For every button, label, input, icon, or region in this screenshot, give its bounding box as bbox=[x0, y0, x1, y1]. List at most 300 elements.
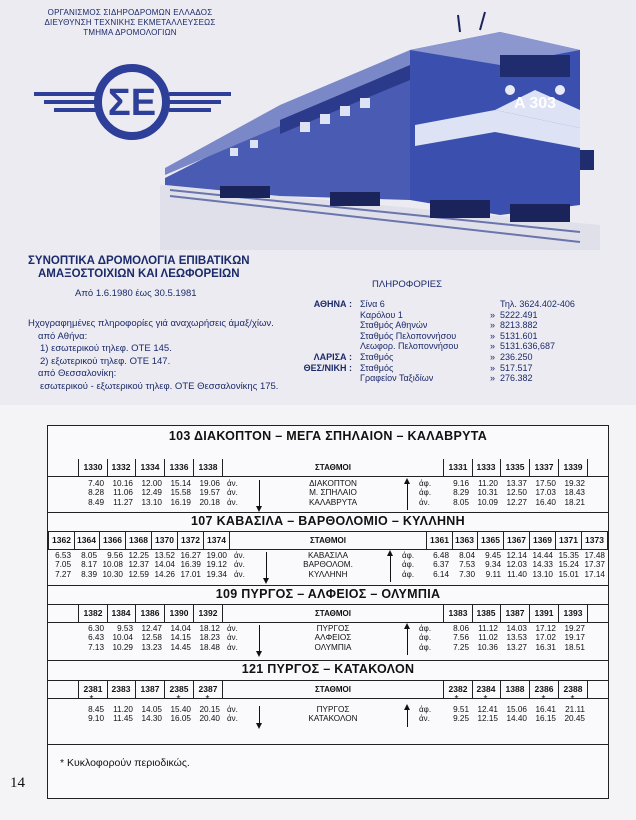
time-value: 13.52 bbox=[154, 551, 175, 560]
train-number: 1382 bbox=[78, 605, 108, 622]
station-names bbox=[265, 705, 401, 724]
time-value: 20.15 bbox=[199, 705, 220, 714]
time-value: 10.09 bbox=[477, 497, 498, 507]
station-name: ΑΛΦΕΙΟΣ bbox=[314, 633, 352, 643]
down-arrow-icon bbox=[259, 706, 260, 725]
time-value: 16.27 bbox=[180, 551, 201, 560]
time-value: 16.15 bbox=[535, 714, 556, 724]
departure-times bbox=[194, 705, 220, 724]
time-value: 16.40 bbox=[535, 497, 556, 507]
time-value: 9.10 bbox=[88, 714, 104, 724]
time-value: 13.23 bbox=[141, 642, 162, 652]
time-value: 11.45 bbox=[113, 714, 133, 724]
train-number: 1392 bbox=[194, 605, 223, 622]
time-value: 19.32 bbox=[564, 479, 585, 488]
time-value: 18.21 bbox=[564, 497, 585, 507]
train-number: 2387 bbox=[194, 681, 223, 698]
timetable-table bbox=[47, 425, 609, 799]
train-number: 1362 bbox=[48, 532, 75, 549]
info-row bbox=[290, 310, 580, 321]
periodic-star-icon: * bbox=[570, 694, 575, 705]
time-value: 14.44 bbox=[532, 551, 553, 560]
time-value: 17.14 bbox=[584, 569, 605, 579]
train-number: 1334 bbox=[136, 459, 165, 476]
time-value: 10.08 bbox=[102, 560, 123, 570]
info-phone: 5222.491 bbox=[500, 309, 538, 320]
time-value: 8.06 bbox=[453, 624, 469, 633]
departure-times bbox=[165, 479, 191, 507]
time-value: 11.02 bbox=[478, 633, 498, 643]
time-value: 6.30 bbox=[88, 624, 104, 633]
train-number: 1366 bbox=[100, 532, 126, 549]
stations-header: ΣΤΑΘΜΟΙ bbox=[315, 685, 351, 694]
time-value: 16.31 bbox=[535, 642, 556, 652]
time-value: 11.12 bbox=[478, 624, 498, 633]
station-name: ΒΑΡΘΟΛΟΜ. bbox=[303, 560, 353, 570]
time-value: 8.04 bbox=[459, 551, 475, 560]
time-value: 19.27 bbox=[564, 624, 585, 633]
info-row bbox=[290, 352, 580, 363]
train-number: 1370 bbox=[152, 532, 178, 549]
info-phone: 276.382 bbox=[500, 373, 533, 384]
arrival-times bbox=[443, 705, 469, 724]
section-title: 121 ΠΥΡΓΟΣ – ΚΑΤΑΚΟΛΟΝ bbox=[241, 662, 415, 676]
mark: άν. bbox=[227, 714, 238, 724]
departure-times bbox=[78, 705, 104, 724]
time-value: 15.24 bbox=[558, 560, 579, 570]
arrival-times bbox=[472, 705, 498, 724]
train-number: 1372 bbox=[178, 532, 204, 549]
time-value: 12.14 bbox=[506, 551, 527, 560]
info-city bbox=[290, 373, 360, 384]
periodic-star-icon: * bbox=[541, 694, 546, 705]
locomotive-number: A 303 bbox=[513, 95, 557, 112]
info-heading: ΠΛΗΡΟΦΟΡΙΕΣ bbox=[372, 279, 442, 290]
train-number: 1333 bbox=[472, 459, 501, 476]
mark: άν. bbox=[234, 569, 245, 579]
train-number: 1393 bbox=[559, 605, 588, 622]
mark: άφ. bbox=[402, 560, 415, 570]
arrival-times bbox=[472, 479, 498, 507]
train-number: 1361 bbox=[426, 532, 453, 549]
recorded-info-notes: Ηχογραφημένες πληροφορίες γιά αναχωρήσεις άμαξ/χίων. από Αθήνα: 1) εσωτερικού τηλεφ. ΟΤΕ 145. 2) εξωτερικού τηλεφ. ΟΤΕ 147. από Θεσσαλονίκη: εσωτερικού - εξωτερικού τηλεφ. ΟΤΕ Θεσσαλονίκης 175. bbox=[28, 318, 279, 392]
train-number: 1391 bbox=[530, 605, 559, 622]
time-value: 14.04 bbox=[154, 560, 175, 570]
arrival-times bbox=[443, 624, 469, 652]
time-value: 8.28 bbox=[88, 488, 104, 498]
arrival-times bbox=[501, 479, 527, 507]
info-phone: 5131.601 bbox=[500, 330, 538, 341]
time-value: 6.48 bbox=[433, 551, 449, 560]
periodic-star-icon: * bbox=[89, 694, 94, 705]
time-value: 16.05 bbox=[170, 714, 191, 724]
time-value: 17.01 bbox=[180, 569, 201, 579]
train-number: 1368 bbox=[126, 532, 152, 549]
arrival-times bbox=[443, 479, 469, 507]
info-city bbox=[290, 310, 360, 321]
time-value: 7.25 bbox=[453, 642, 469, 652]
locomotive-image bbox=[160, 10, 600, 250]
time-value: 11.27 bbox=[113, 497, 133, 507]
section-divider bbox=[48, 585, 608, 586]
section-divider bbox=[48, 512, 608, 513]
time-value: 9.16 bbox=[453, 479, 469, 488]
direction-marks bbox=[227, 705, 238, 724]
mark: άν. bbox=[227, 633, 238, 643]
mark: άφ. bbox=[419, 642, 432, 652]
time-value: 10.16 bbox=[112, 479, 133, 488]
departure-times bbox=[107, 624, 133, 652]
time-value: 18.51 bbox=[564, 642, 585, 652]
info-row bbox=[290, 299, 580, 310]
train-number: 1390 bbox=[165, 605, 194, 622]
time-value: 19.00 bbox=[206, 551, 227, 560]
info-row bbox=[290, 320, 580, 331]
departure-times bbox=[178, 551, 201, 579]
time-value: 12.25 bbox=[128, 551, 149, 560]
station-name: ΠΥΡΓΟΣ bbox=[316, 705, 350, 714]
time-value: 12.41 bbox=[477, 705, 498, 714]
arrival-times bbox=[530, 551, 553, 579]
mark: άν. bbox=[234, 551, 245, 560]
train-number: 2384 bbox=[472, 681, 501, 698]
train-number-row bbox=[48, 680, 608, 705]
info-place: Σταθμός Αθηνών bbox=[360, 320, 428, 331]
time-value: 8.39 bbox=[81, 569, 97, 579]
info-city: ΛΑΡΙΣΑ : bbox=[313, 351, 352, 362]
mark: άν. bbox=[234, 560, 245, 570]
info-row bbox=[290, 341, 580, 352]
info-place: Καρόλου 1 bbox=[360, 309, 403, 320]
time-value: 20.18 bbox=[199, 497, 220, 507]
train-number: 1369 bbox=[530, 532, 556, 549]
time-value: 6.37 bbox=[433, 560, 449, 570]
departure-times bbox=[136, 705, 162, 724]
time-value: 11.20 bbox=[478, 479, 498, 488]
info-place: Γραφείον Ταξιδίων bbox=[360, 373, 434, 384]
info-sep: » bbox=[490, 341, 496, 352]
mark: άν. bbox=[227, 642, 238, 652]
info-sep: » bbox=[490, 309, 496, 320]
info-sep: » bbox=[490, 373, 496, 384]
info-city bbox=[290, 331, 360, 342]
departure-times bbox=[48, 551, 71, 579]
train-number: 1339 bbox=[559, 459, 588, 476]
stations-header: ΣΤΑΘΜΟΙ bbox=[310, 536, 346, 545]
time-value: 14.33 bbox=[532, 560, 553, 570]
time-value: 17.12 bbox=[535, 624, 556, 633]
time-value: 14.04 bbox=[170, 624, 191, 633]
train-number: 1336 bbox=[165, 459, 194, 476]
train-number-row bbox=[48, 531, 608, 550]
info-place: Σταθμός bbox=[360, 351, 394, 362]
time-value: 7.27 bbox=[55, 569, 71, 579]
mark: άν. bbox=[419, 714, 430, 724]
station-names bbox=[272, 551, 384, 579]
train-number: 1385 bbox=[472, 605, 501, 622]
time-value: 15.06 bbox=[506, 705, 527, 714]
time-value: 15.40 bbox=[170, 705, 191, 714]
time-value: 7.13 bbox=[88, 642, 104, 652]
mark: άφ. bbox=[419, 479, 432, 488]
arrival-times bbox=[559, 705, 585, 724]
info-place: Σίνα 6 bbox=[360, 299, 385, 309]
train-number: 2381 bbox=[78, 681, 108, 698]
arrival-times bbox=[530, 705, 556, 724]
time-value: 12.47 bbox=[141, 624, 162, 633]
up-arrow-icon bbox=[407, 627, 408, 655]
arrival-times bbox=[501, 624, 527, 652]
mark: άν. bbox=[227, 624, 238, 633]
train-number: 1335 bbox=[501, 459, 530, 476]
time-value: 19.57 bbox=[199, 488, 220, 498]
time-value: 8.17 bbox=[81, 560, 97, 570]
info-city bbox=[290, 341, 360, 352]
mark: άν. bbox=[227, 497, 238, 507]
footnote-divider bbox=[48, 744, 608, 745]
departure-times bbox=[136, 624, 162, 652]
info-place: Λεωφορ. Πελοποννήσου bbox=[360, 341, 459, 352]
organization-header: ΟΡΓΑΝΙΣΜΟΣ ΣΙΔΗΡΟΔΡΟΜΩΝ ΕΛΛΑΔΟΣ ΔΙΕΥΘΥΝΣΗ ΤΕΧΝΙΚΗΣ ΕΚΜΕΤΑΛΛΕΥΣΕΩΣ ΤΜΗΜΑ ΔΡΟΜΟΛΟΓΙΩΝ bbox=[44, 8, 216, 37]
time-value: 20.40 bbox=[199, 714, 220, 724]
train-number: 1384 bbox=[107, 605, 136, 622]
departure-times bbox=[194, 624, 220, 652]
mark: άφ. bbox=[419, 633, 432, 643]
arrival-times bbox=[472, 624, 498, 652]
train-number: 1373 bbox=[582, 532, 608, 549]
info-row bbox=[290, 373, 580, 384]
direction-marks bbox=[234, 551, 245, 579]
station-name: ΟΛΥΜΠΙΑ bbox=[314, 642, 352, 652]
departure-times bbox=[136, 479, 162, 507]
up-arrow-icon bbox=[407, 482, 408, 510]
time-value: 11.20 bbox=[113, 705, 133, 714]
time-value: 6.43 bbox=[88, 633, 104, 643]
mark: άν. bbox=[227, 488, 238, 498]
section-divider bbox=[48, 660, 608, 661]
station-name: ΚΑΒΑΣΙΛΑ bbox=[307, 551, 349, 560]
time-value: 9.45 bbox=[485, 551, 501, 560]
station-names bbox=[265, 479, 401, 507]
time-value: 16.41 bbox=[535, 705, 556, 714]
time-value: 18.43 bbox=[564, 488, 585, 498]
time-value: 9.11 bbox=[485, 569, 501, 579]
info-row bbox=[290, 331, 580, 342]
time-value: 12.15 bbox=[477, 714, 498, 724]
info-place: Σταθμός bbox=[360, 362, 394, 373]
departure-times bbox=[78, 624, 104, 652]
mark: άν. bbox=[227, 479, 238, 488]
down-arrow-icon bbox=[259, 480, 260, 508]
train-number: 2386 bbox=[530, 681, 559, 698]
time-value: 12.00 bbox=[141, 479, 162, 488]
time-value: 13.10 bbox=[141, 497, 162, 507]
time-value: 11.06 bbox=[113, 488, 133, 498]
section-title: 107 ΚΑΒΑΣΙΛΑ – ΒΑΡΘΟΛΟΜΙΟ – ΚΥΛΛΗΝΗ bbox=[191, 514, 465, 528]
train-number: 1330 bbox=[78, 459, 108, 476]
info-place: Σταθμός Πελοποννήσου bbox=[360, 330, 457, 341]
time-value: 17.02 bbox=[535, 633, 556, 643]
arrival-times bbox=[452, 551, 475, 579]
time-value: 8.45 bbox=[88, 705, 104, 714]
time-value: 18.48 bbox=[199, 642, 220, 652]
departure-times bbox=[165, 705, 191, 724]
time-value: 8.05 bbox=[453, 497, 469, 507]
time-value: 9.53 bbox=[117, 624, 133, 633]
arrival-times bbox=[504, 551, 527, 579]
time-value: 19.17 bbox=[564, 633, 585, 643]
time-value: 6.14 bbox=[433, 569, 449, 579]
time-value: 14.30 bbox=[141, 714, 162, 724]
time-value: 13.27 bbox=[506, 642, 527, 652]
departure-times bbox=[204, 551, 227, 579]
mark: άφ. bbox=[419, 705, 432, 714]
train-number-row bbox=[48, 604, 608, 623]
stations-header: ΣΤΑΘΜΟΙ bbox=[315, 463, 351, 472]
train-number: 1365 bbox=[478, 532, 504, 549]
mark: άφ. bbox=[402, 551, 415, 560]
time-value: 7.53 bbox=[459, 560, 475, 570]
train-number: 1337 bbox=[530, 459, 559, 476]
station-name: ΔΙΑΚΟΠΤΟΝ bbox=[309, 479, 357, 488]
direction-marks bbox=[227, 479, 238, 507]
train-number: 1388 bbox=[501, 681, 530, 698]
time-value: 17.48 bbox=[584, 551, 605, 560]
arrival-times bbox=[530, 624, 556, 652]
up-arrow-icon bbox=[390, 554, 391, 582]
info-sep: » bbox=[490, 320, 496, 331]
train-number-row bbox=[48, 459, 608, 477]
time-value: 8.29 bbox=[453, 488, 469, 498]
time-value: 14.15 bbox=[170, 633, 191, 643]
train-number: 2382 bbox=[443, 681, 473, 698]
train-number: 1387 bbox=[501, 605, 530, 622]
periodic-star-icon: * bbox=[176, 694, 181, 705]
time-value: 15.35 bbox=[558, 551, 579, 560]
arrival-times bbox=[530, 479, 556, 507]
time-value: 18.23 bbox=[199, 633, 220, 643]
info-row bbox=[290, 363, 580, 374]
time-value: 17.50 bbox=[535, 479, 556, 488]
time-value: 12.27 bbox=[506, 497, 527, 507]
time-value: 12.03 bbox=[506, 560, 527, 570]
mark: άφ. bbox=[419, 488, 432, 498]
up-arrow-icon bbox=[407, 708, 408, 727]
time-value: 13.53 bbox=[506, 633, 527, 643]
time-value: 17.37 bbox=[584, 560, 605, 570]
train-number: 1371 bbox=[556, 532, 582, 549]
train-number: 1383 bbox=[443, 605, 473, 622]
train-number: 2385 bbox=[165, 681, 194, 698]
time-value: 14.05 bbox=[141, 705, 162, 714]
departure-times bbox=[165, 624, 191, 652]
periodic-star-icon: * bbox=[205, 694, 210, 705]
station-name: ΚΑΤΑΚΟΛΟΝ bbox=[308, 714, 358, 724]
time-value: 10.04 bbox=[112, 633, 133, 643]
time-value: 11.40 bbox=[507, 569, 527, 579]
section-title: 103 ΔΙΑΚΟΠΤΟΝ – ΜΕΓΑ ΣΠΗΛΑΙΟΝ – ΚΑΛΑΒΡΥΤΑ bbox=[168, 429, 488, 443]
departure-times bbox=[152, 551, 175, 579]
time-value: 15.01 bbox=[558, 569, 579, 579]
arrival-times bbox=[478, 551, 501, 579]
time-value: 14.03 bbox=[506, 624, 527, 633]
time-value: 6.53 bbox=[55, 551, 71, 560]
time-value: 12.50 bbox=[506, 488, 527, 498]
direction-marks bbox=[402, 551, 414, 579]
mark: άφ. bbox=[402, 569, 415, 579]
time-value: 14.40 bbox=[506, 714, 527, 724]
time-value: 19.06 bbox=[199, 479, 220, 488]
departure-times bbox=[126, 551, 149, 579]
cover-page bbox=[0, 0, 636, 405]
logo-letters: ΣΕ bbox=[107, 82, 157, 124]
info-contacts bbox=[290, 299, 580, 384]
arrival-times bbox=[559, 479, 585, 507]
info-city bbox=[290, 320, 360, 331]
info-sep: » bbox=[490, 351, 496, 362]
station-name: ΚΑΛΑΒΡΥΤΑ bbox=[308, 497, 358, 507]
direction-marks bbox=[419, 479, 431, 507]
time-value: 20.45 bbox=[564, 714, 585, 724]
info-sep bbox=[490, 299, 500, 310]
time-value: 17.03 bbox=[535, 488, 556, 498]
train-number: 1387 bbox=[136, 681, 165, 698]
stations-header: ΣΤΑΘΜΟΙ bbox=[315, 609, 351, 618]
train-number: 2383 bbox=[107, 681, 136, 698]
cover-title: ΣΥΝΟΠΤΙΚΑ ΔΡΟΜΟΛΟΓΙΑ ΕΠΙΒΑΤΙΚΩΝ ΑΜΑΞΟΣΤΟΙΧΙΩΝ ΚΑΙ ΛΕΩΦΟΡΕΙΩΝ bbox=[28, 255, 250, 280]
train-number: 1331 bbox=[443, 459, 473, 476]
info-city: ΑΘΗΝΑ : bbox=[313, 299, 352, 309]
time-value: 19.12 bbox=[206, 560, 227, 570]
departure-times bbox=[107, 479, 133, 507]
time-value: 21.11 bbox=[565, 705, 585, 714]
page-number: 14 bbox=[10, 775, 25, 791]
station-name: Μ. ΣΠΗΛΑΙΟ bbox=[309, 488, 357, 498]
time-value: 12.58 bbox=[141, 633, 162, 643]
train-number: 1338 bbox=[194, 459, 223, 476]
time-value: 12.59 bbox=[128, 569, 149, 579]
down-arrow-icon bbox=[259, 625, 260, 653]
periodic-star-icon: * bbox=[483, 694, 488, 705]
train-number: 1332 bbox=[107, 459, 136, 476]
direction-marks bbox=[419, 705, 431, 724]
info-city: ΘΕΣ/ΝΙΚΗ : bbox=[303, 362, 352, 373]
time-value: 15.14 bbox=[170, 479, 191, 488]
info-phone: 236.250 bbox=[500, 351, 533, 362]
mark: άν. bbox=[227, 705, 238, 714]
time-value: 8.49 bbox=[88, 497, 104, 507]
time-value: 9.34 bbox=[485, 560, 501, 570]
time-value: 10.31 bbox=[477, 488, 498, 498]
info-sep: » bbox=[490, 362, 496, 373]
arrival-times bbox=[582, 551, 605, 579]
time-value: 14.26 bbox=[154, 569, 175, 579]
time-value: 13.37 bbox=[506, 479, 527, 488]
mark: άν. bbox=[419, 497, 430, 507]
station-name: ΚΥΛΛΗΝΗ bbox=[308, 569, 348, 579]
time-value: 10.29 bbox=[112, 642, 133, 652]
time-value: 10.30 bbox=[102, 569, 123, 579]
station-name: ΠΥΡΓΟΣ bbox=[316, 624, 350, 633]
time-value: 7.56 bbox=[453, 633, 469, 643]
time-value: 13.10 bbox=[532, 569, 553, 579]
arrival-times bbox=[426, 551, 449, 579]
arrival-times bbox=[556, 551, 579, 579]
time-value: 15.58 bbox=[170, 488, 191, 498]
departure-times bbox=[74, 551, 97, 579]
down-arrow-icon bbox=[266, 552, 267, 580]
info-phone: Τηλ. 3624.402-406 bbox=[500, 299, 575, 309]
